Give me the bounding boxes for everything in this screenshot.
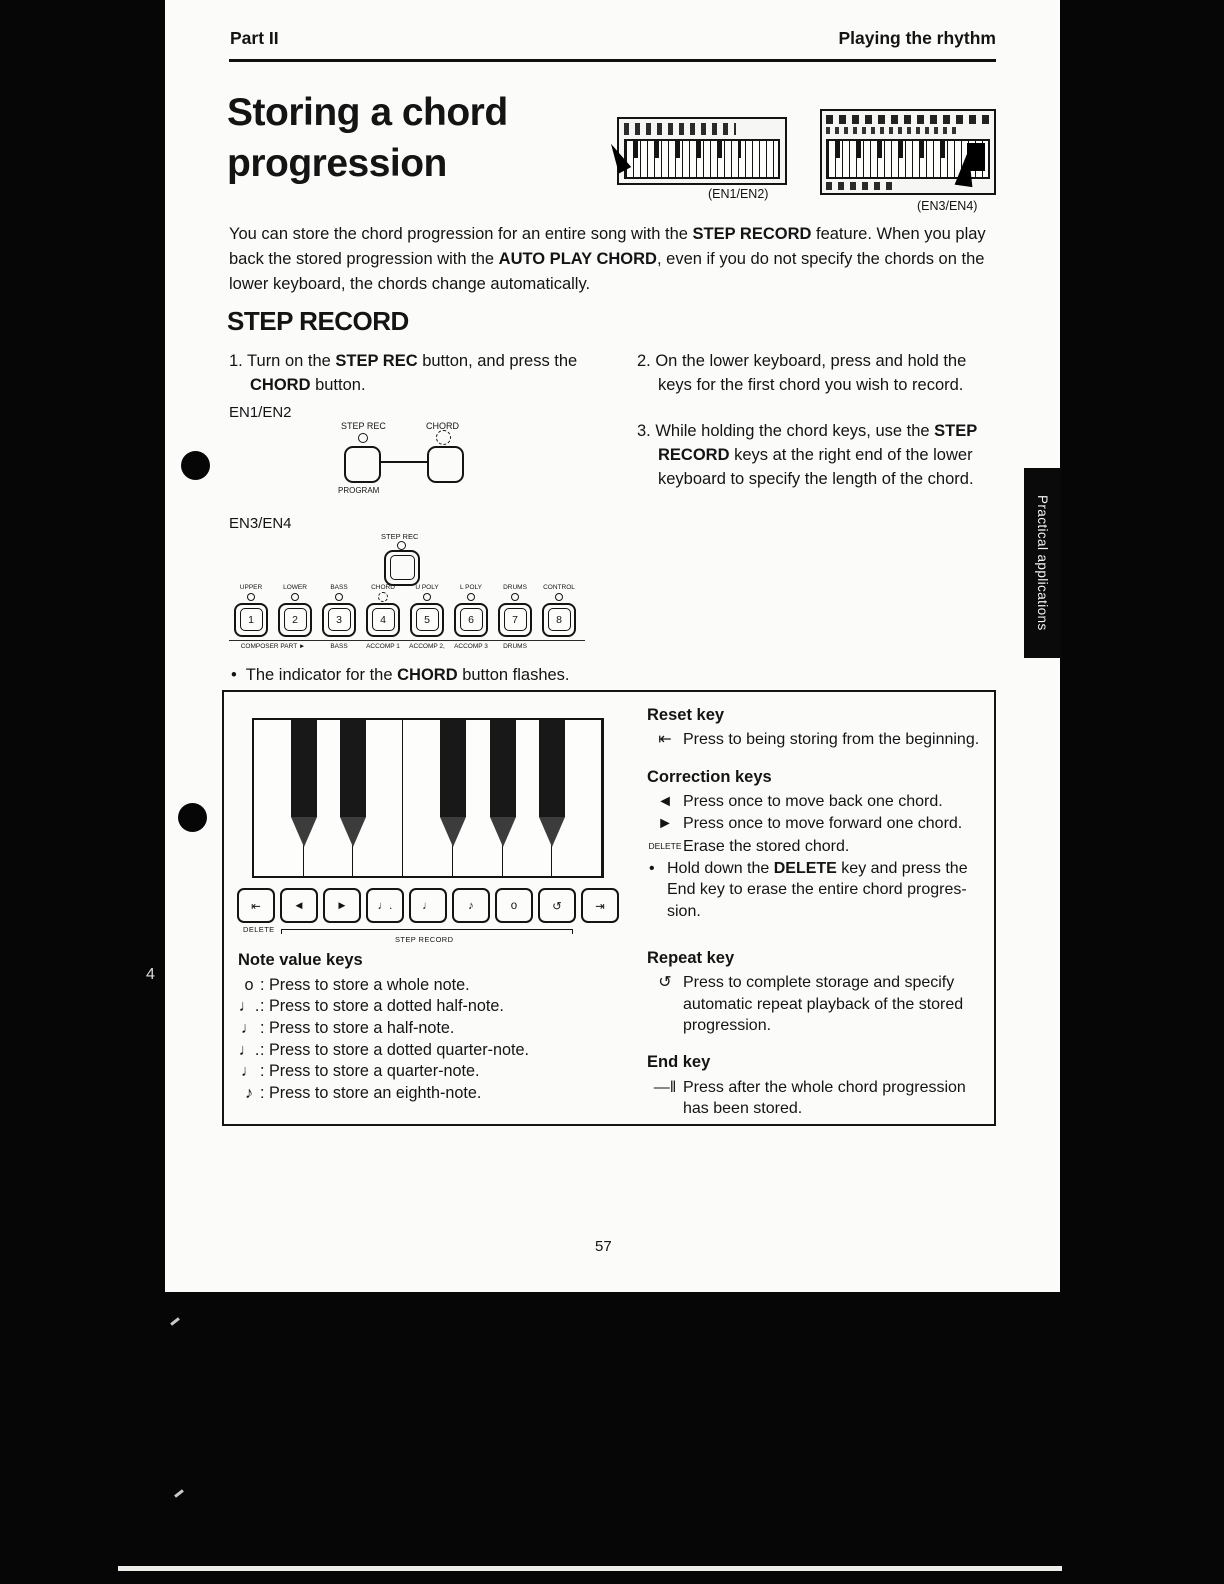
correction-keys-heading: Correction keys <box>647 767 772 786</box>
step-record-key: ⇥ <box>581 888 619 923</box>
composer-part-label: ACCOMP 3 <box>454 642 488 650</box>
intro-text: feature. When you play back the stored progression with the <box>229 225 986 268</box>
part-button-illustration <box>366 603 400 637</box>
flashing-led-icon <box>436 430 451 445</box>
figure-right-text <box>647 704 984 923</box>
led-indicator-icon <box>247 593 255 601</box>
punch-hole-mark <box>178 803 207 832</box>
scan-artifact <box>174 1489 184 1498</box>
note-value-keys-section <box>238 950 638 1104</box>
panel-black-keys-strip <box>829 141 946 158</box>
step-record-key: o <box>495 888 533 923</box>
step-rec-label: STEP REC <box>381 531 419 541</box>
correction-back-row <box>647 791 984 812</box>
pressed-key-arrow-icon <box>490 817 516 847</box>
part-button-number: 1 <box>248 613 254 626</box>
dotted-half-note-icon: ♩. <box>238 997 260 1016</box>
repeat-key-row <box>647 972 984 1036</box>
correction-bullet-text: Hold down the DELETE key and press the End key to erase the entire chord progression. <box>667 859 968 920</box>
led-indicator-icon <box>423 593 431 601</box>
step-text: 1. Turn on the <box>229 352 336 370</box>
note-text: : Press to store a half-note. <box>260 1019 455 1038</box>
part-button-number: 4 <box>380 613 386 626</box>
intro-bold: STEP RECORD <box>692 225 812 243</box>
part-button-label: CONTROL <box>543 583 575 591</box>
step-rec-button-illustration <box>384 550 420 586</box>
step-1 <box>229 350 601 398</box>
dotted-quarter-note-icon: ♩. <box>238 1040 260 1059</box>
section-title: STEP RECORD <box>227 306 409 336</box>
step-record-key: ↺ <box>538 888 576 923</box>
black-key <box>490 720 516 817</box>
panel-buttons-strip <box>624 123 736 135</box>
composer-part-label: COMPOSER PART ► <box>240 642 306 650</box>
note-row <box>238 1061 638 1083</box>
end-key-row <box>647 1077 984 1120</box>
correction-forward-row <box>647 813 984 834</box>
header-rule <box>229 59 996 62</box>
page-number: 57 <box>595 1238 612 1255</box>
note-text: : Press to store a dotted quarter-note. <box>260 1040 530 1059</box>
scan-artifact <box>170 1317 180 1326</box>
led-indicator-icon <box>358 433 368 443</box>
part-button-row <box>229 584 585 637</box>
note-text: : Press to store an eighth-note. <box>260 1083 482 1102</box>
scan-edge-line <box>118 1566 1062 1571</box>
step-text: button, and press the <box>417 352 578 370</box>
correction-forward-text: Press once to move forward one chord. <box>683 815 963 833</box>
diagram-en12 <box>229 421 601 511</box>
black-key <box>291 720 317 817</box>
chord-indicator-note <box>229 664 601 686</box>
step-record-key: ♩. <box>366 888 404 923</box>
step-rec-button-illustration <box>344 446 381 483</box>
led-indicator-icon <box>291 593 299 601</box>
delete-key-label: DELETE <box>243 925 275 934</box>
console-illustration-en12 <box>617 117 787 185</box>
note-row <box>238 975 638 997</box>
page-title-line2: progression <box>227 141 447 185</box>
black-key <box>539 720 565 817</box>
part-button-control <box>537 584 581 637</box>
quarter-note-icon: ♩ <box>240 1062 258 1081</box>
chord-label: CHORD <box>426 420 459 431</box>
side-tab-practical-applications: Practical applications <box>1024 468 1061 658</box>
repeat-icon: ↺ <box>658 974 672 992</box>
panel-black-keys-strip <box>627 141 741 158</box>
part-button-number: 2 <box>292 613 298 626</box>
composer-part-labels <box>229 640 585 650</box>
figure-box <box>222 690 996 1126</box>
black-key <box>440 720 466 817</box>
note-row <box>238 1018 638 1040</box>
note-text: : Press to store a whole note. <box>260 975 470 994</box>
part-button-label: CHORD <box>371 583 395 591</box>
end-key-text: Press after the whole chord progression has been stored. <box>683 1078 966 1117</box>
program-label: PROGRAM <box>338 485 380 495</box>
reset-key-icon: ⇤ <box>658 731 672 749</box>
correction-bullet-row <box>647 858 984 922</box>
intro-paragraph <box>229 222 1003 296</box>
led-indicator-icon <box>335 593 343 601</box>
led-indicator-icon <box>511 593 519 601</box>
part-button-label: DRUMS <box>503 583 527 591</box>
end-key-heading: End key <box>647 1053 711 1072</box>
part-button-label: L POLY <box>459 583 483 591</box>
composer-part-label: BASS <box>330 642 348 650</box>
part-button-number: 5 <box>424 613 430 626</box>
part-button-illustration <box>278 603 312 637</box>
left-column <box>229 350 601 686</box>
led-indicator-icon <box>555 593 563 601</box>
page-title <box>227 88 508 189</box>
part-button-label: BASS <box>330 583 348 591</box>
end-icon: —‖ <box>653 1078 677 1096</box>
step-2: 2. On the lower keyboard, press and hold the keys for the first chord you wish to record. <box>637 352 967 394</box>
step-text: button. <box>310 375 366 394</box>
step-bold: CHORD <box>250 375 311 394</box>
repeat-end-section <box>647 947 984 1120</box>
part-button-number: 8 <box>556 613 562 626</box>
step-record-key: ► <box>323 888 361 923</box>
part-button-u-poly <box>405 584 449 637</box>
part-button-number: 3 <box>336 613 342 626</box>
composer-part-label: ACCOMP 1 <box>366 642 400 650</box>
panel-caption-en12: (EN1/EN2) <box>708 187 769 201</box>
part-button-illustration <box>542 603 576 637</box>
reset-key-heading: Reset key <box>647 706 725 724</box>
part-button-illustration <box>454 603 488 637</box>
repeat-key-heading: Repeat key <box>647 949 735 967</box>
led-indicator-icon <box>397 541 406 550</box>
repeat-key-text: Press to complete storage and specify automatic repeat playback of the stored progression. <box>683 974 964 1034</box>
header-part-label: Part II <box>230 28 279 48</box>
part-button-illustration <box>498 603 532 637</box>
part-button-number: 7 <box>512 613 518 626</box>
part-button-illustration <box>234 603 268 637</box>
instruction-columns <box>229 350 1003 686</box>
note-text: : Press to store a quarter-note. <box>260 1062 480 1081</box>
step-3 <box>637 420 1003 492</box>
step-record-bracket <box>281 929 573 934</box>
part-button-bass <box>317 584 361 637</box>
pressed-key-arrow-icon <box>539 817 565 847</box>
black-key <box>340 720 366 817</box>
chord-button-illustration <box>427 446 464 483</box>
part-button-lower <box>273 584 317 637</box>
whole-note-icon: o <box>244 975 254 994</box>
note-row <box>238 996 638 1018</box>
part-button-upper <box>229 584 273 637</box>
pressed-key-arrow-icon <box>440 817 466 847</box>
part-button-l-poly <box>449 584 493 637</box>
intro-text: You can store the chord progression for an entire song with the <box>229 225 693 243</box>
bullet-icon: • <box>649 859 655 877</box>
step-record-key: ⇤ <box>237 888 275 923</box>
forward-arrow-icon: ► <box>657 815 673 833</box>
panel-buttons-strip <box>826 182 898 190</box>
part-button-chord <box>361 584 405 637</box>
step-text: keys at the right end of the lower keyboard to specify the length of the chord. <box>658 445 974 488</box>
part-button-number: 6 <box>468 613 474 626</box>
right-column <box>637 350 1003 686</box>
bullet-icon: • <box>231 665 237 684</box>
correction-delete-text: Erase the stored chord. <box>683 837 850 855</box>
flashing-led-icon <box>378 592 388 602</box>
pressed-key-arrow-icon <box>340 817 366 847</box>
composer-part-label: ACCOMP 2, <box>409 642 445 650</box>
reset-key-text: Press to being storing from the beginning. <box>683 731 980 749</box>
pressed-key-arrow-icon <box>291 817 317 847</box>
page <box>165 0 1060 1292</box>
diagram-en34 <box>229 532 601 650</box>
step-record-label: STEP RECORD <box>395 935 454 944</box>
step-record-key: ◄ <box>280 888 318 923</box>
step-rec-button-group <box>229 532 601 584</box>
eighth-note-icon: ♪ <box>244 1083 254 1102</box>
back-arrow-icon: ◄ <box>657 792 673 810</box>
intro-text: , even if you do not specify the chords on the lower keyboard, the chords change automatically. <box>229 249 985 293</box>
step-record-key: ♪ <box>452 888 490 923</box>
step-record-key: ♩ <box>409 888 447 923</box>
bullet-text: The indicator for the CHORD button flashes. <box>245 665 570 684</box>
note-row <box>238 1040 638 1062</box>
part-button-illustration <box>322 603 356 637</box>
connector-line <box>379 461 427 464</box>
model-label-en34: EN3/EN4 <box>229 514 292 532</box>
header-chapter-label: Playing the rhythm <box>838 28 996 48</box>
panel-buttons-strip <box>826 115 990 124</box>
half-note-icon: ♩ <box>240 1019 258 1038</box>
panel-caption-en34: (EN3/EN4) <box>917 199 978 213</box>
led-indicator-icon <box>467 593 475 601</box>
part-button-label: UPPER <box>239 583 263 591</box>
step-rec-label: STEP REC <box>341 420 386 431</box>
part-button-illustration <box>410 603 444 637</box>
panel-buttons-strip <box>826 127 960 134</box>
keyboard-illustration <box>252 718 604 878</box>
part-button-label: LOWER <box>283 583 307 591</box>
reset-key-row <box>647 729 984 750</box>
step-text: 3. While holding the chord keys, use the <box>637 421 935 440</box>
step-bold: STEP RECORD <box>658 421 977 464</box>
step-record-key-strip <box>237 888 609 923</box>
delete-key-label: DELETE <box>648 840 682 851</box>
margin-number: 4 <box>146 966 155 983</box>
composer-part-label: DRUMS <box>503 642 527 650</box>
note-value-keys-heading: Note value keys <box>238 951 363 969</box>
correction-delete-row <box>647 836 984 857</box>
intro-bold: AUTO PLAY CHORD <box>498 249 657 268</box>
note-text: : Press to store a dotted half-note. <box>260 997 504 1016</box>
page-title-line1: Storing a chord <box>227 91 508 134</box>
step-record-keys-illustration <box>237 888 609 950</box>
note-row <box>238 1083 638 1105</box>
correction-back-text: Press once to move back one chord. <box>683 792 943 810</box>
punch-hole-mark <box>181 451 210 480</box>
part-button-drums <box>493 584 537 637</box>
step-bold: STEP REC <box>335 352 418 370</box>
part-button-label: U POLY <box>415 583 439 591</box>
model-label-en12: EN1/EN2 <box>229 403 292 421</box>
